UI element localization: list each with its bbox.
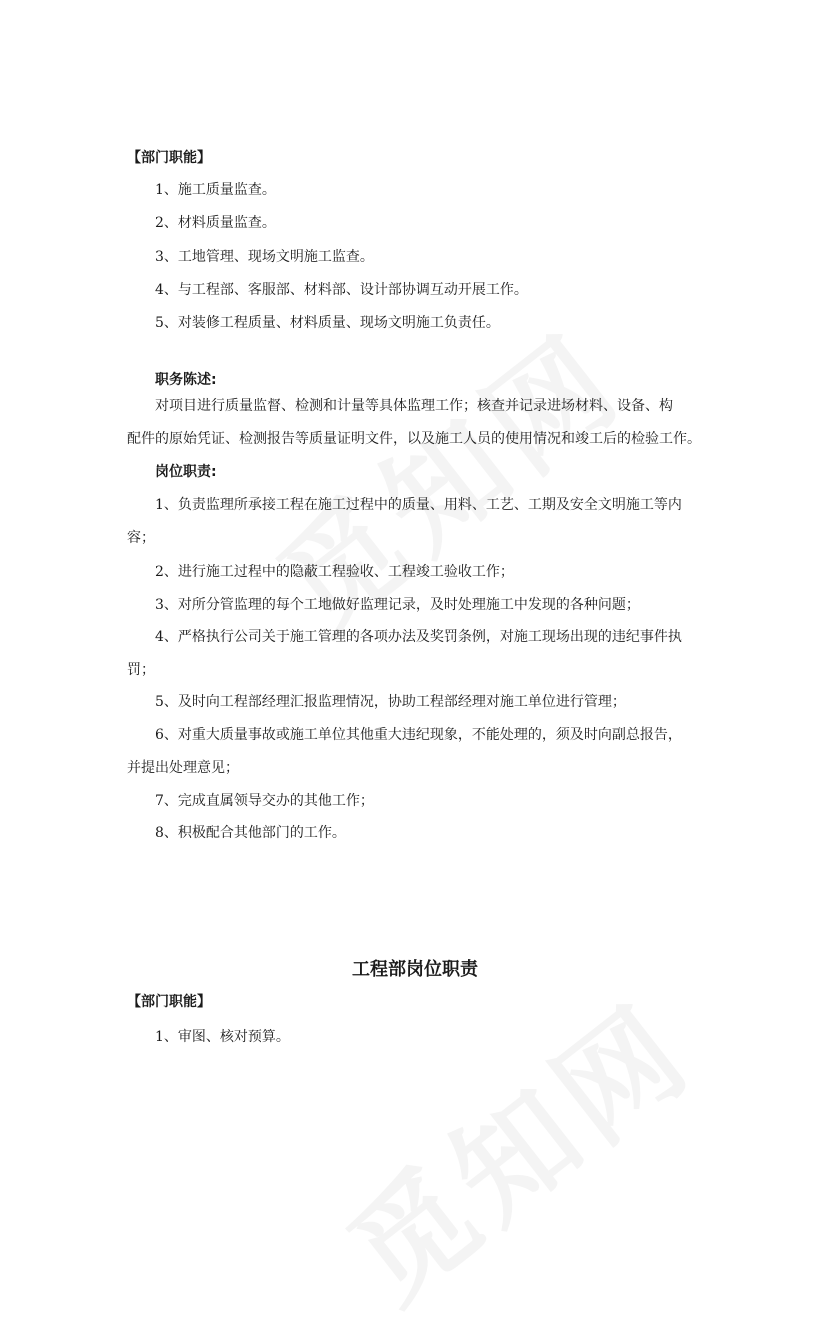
function-item: 3、工地管理、现场文明施工监查。 [155, 249, 374, 265]
duty-statement-text: 对项目进行质量监督、检测和计量等具体监理工作；核查并记录进场材料、设备、构 [155, 398, 673, 414]
post-duties-heading: 岗位职责: [155, 464, 217, 480]
post-duty-item: 6、对重大质量事故或施工单位其他重大违纪现象，不能处理的，须及时向副总报告， [155, 727, 682, 743]
dept-functions-heading: 【部门职能】 [127, 150, 211, 166]
post-duty-item: 7、完成直属领导交办的其他工作； [155, 793, 374, 809]
function-item: 1、施工质量监查。 [155, 182, 276, 198]
function-item: 5、对装修工程质量、材料质量、现场文明施工负责任。 [155, 315, 500, 331]
post-duty-item: 4、严格执行公司关于施工管理的各项办法及奖罚条例，对施工现场出现的违纪事件执 [155, 629, 682, 645]
post-duty-item: 2、进行施工过程中的隐蔽工程验收、工程竣工验收工作； [155, 564, 514, 580]
dept-functions-heading: 【部门职能】 [127, 994, 211, 1010]
function-item: 2、材料质量监查。 [155, 215, 276, 231]
duty-statement-heading: 职务陈述: [155, 372, 217, 388]
duty-statement-text: 配件的原始凭证、检测报告等质量证明文件，以及施工人员的使用情况和竣工后的检验工作。 [127, 431, 701, 447]
function-item: 1、审图、核对预算。 [155, 1029, 290, 1045]
post-duty-item: 1、负责监理所承接工程在施工过程中的质量、用料、工艺、工期及安全文明施工等内 [155, 497, 682, 513]
section-title: 工程部岗位职责 [352, 959, 478, 980]
post-duty-item: 5、及时向工程部经理汇报监理情况，协助工程部经理对施工单位进行管理； [155, 694, 626, 710]
post-duty-item-continued: 容； [127, 530, 155, 546]
post-duty-item: 3、对所分管监理的每个工地做好监理记录，及时处理施工中发现的各种问题； [155, 597, 640, 613]
post-duty-item-continued: 罚； [127, 662, 155, 678]
function-item: 4、与工程部、客服部、材料部、设计部协调互动开展工作。 [155, 282, 528, 298]
post-duty-item-continued: 并提出处理意见； [127, 760, 239, 776]
watermark [308, 958, 721, 1334]
post-duty-item: 8、积极配合其他部门的工作。 [155, 825, 346, 841]
